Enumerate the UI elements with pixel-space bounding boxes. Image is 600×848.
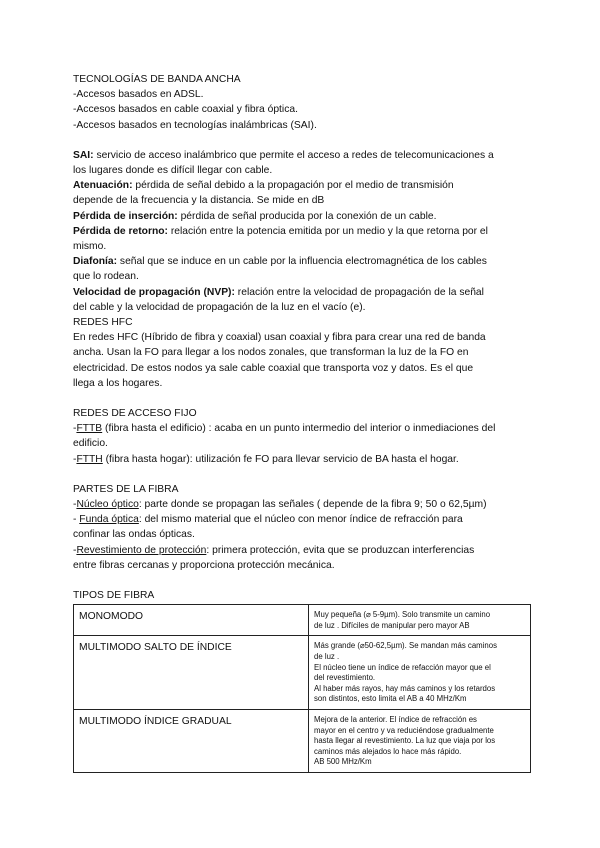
fiber-type-name: MULTIMODO ÍNDICE GRADUAL [74, 710, 309, 773]
fttb-line-cont: edificio. [73, 438, 108, 450]
definition-diafonia-cont: que lo rodean. [73, 271, 139, 283]
hfc-text-line: llega a los hogares. [73, 377, 163, 389]
term-perdida-retorno: Pérdida de retorno: [73, 225, 168, 237]
definition-perdida-insercion: Pérdida de inserción: pérdida de señal producida por la conexión de un cable. [73, 210, 437, 222]
acceso-fijo-title: REDES DE ACCESO FIJO [73, 408, 197, 420]
fiber-type-desc: Más grande (⌀50-62,5µm). Se mandan más caminos de luz . El núcleo tiene un índice de refacción mayor que el del revestimiento. Al haber más rayos, hay más caminos y los retardos son distintos, esto limita el AB a 40 MHz/Km [309, 636, 531, 710]
banda-ancha-title: TECNOLOGÍAS DE BANDA ANCHA [73, 74, 241, 85]
table-row [74, 636, 531, 710]
ftth-line: -FTTH (fibra hasta hogar): utilización fe FO para llevar servicio de BA hasta el hogar. [73, 453, 459, 465]
definition-perdida-retorno-cont: mismo. [73, 241, 107, 253]
tipos-fibra-table [73, 604, 531, 773]
hfc-text-line: electricidad. De estos nodos ya sale cable coaxial que transporta voz y datos. Es el que [73, 362, 474, 374]
term-ftth: FTTH [76, 453, 103, 465]
definition-atenuacion: Atenuación: pérdida de señal debido a la propagación por el medio de transmisión [73, 180, 454, 192]
fiber-type-desc: Mejora de la anterior. El índice de refracción es mayor en el centro y va reduciéndose gradualmente hasta llegar al revestimiento. La luz que viaja por los caminos más alejados lo hace más rápido. AB 500 MHz/Km [309, 710, 531, 773]
term-atenuacion: Atenuación: [73, 180, 133, 192]
definition-diafonia: Diafonía: señal que se induce en un cable por la influencia electromagnética de los cables [73, 256, 487, 268]
hfc-title: REDES HFC [73, 317, 133, 329]
hfc-text-line: En redes HFC (Híbrido de fibra y coaxial) usan coaxial y fibra para crear una red de banda [73, 332, 486, 344]
fiber-type-name: MULTIMODO SALTO DE ÍNDICE [74, 636, 309, 710]
banda-ancha-item: -Accesos basados en tecnologías inalámbricas (SAI). [73, 119, 317, 131]
hfc-text-line: ancha. Usan la FO para llegar a los nodos zonales, que transforman la luz de la FO en [73, 347, 469, 359]
revestimiento-line-cont: entre fibras cercanas y proporciona protección mecánica. [73, 559, 335, 571]
term-diafonia: Diafonía: [73, 256, 118, 268]
term-revestimiento: Revestimiento de protección [76, 544, 207, 556]
term-nucleo: Núcleo óptico [76, 499, 139, 511]
term-fttb: FTTB [76, 423, 103, 435]
document-page [73, 72, 531, 773]
definition-nvp: Velocidad de propagación (NVP): relación entre la velocidad de propagación de la señal [73, 286, 484, 298]
fttb-line: -FTTB (fibra hasta el edificio) : acaba en un punto intermedio del interior o inmediaciones del [73, 423, 496, 435]
definition-atenuacion-cont: depende de la frecuencia y la distancia. Se mide en dB [73, 195, 325, 207]
banda-ancha-item: -Accesos basados en ADSL. [73, 89, 204, 101]
term-nvp: Velocidad de propagación (NVP): [73, 286, 235, 298]
definition-sai-cont: los lugares donde es difícil llegar con cable. [73, 165, 273, 177]
definition-perdida-retorno: Pérdida de retorno: relación entre la potencia emitida por un medio y la que retorna por el [73, 225, 488, 237]
funda-line: - Funda óptica: del mismo material que el núcleo con menor índice de refracción para [73, 514, 463, 526]
funda-line-cont: confinar las ondas ópticas. [73, 529, 195, 541]
table-row [74, 605, 531, 636]
partes-fibra-title: PARTES DE LA FIBRA [73, 483, 179, 495]
definition-sai: SAI: servicio de acceso inalámbrico que permite el acceso a redes de telecomunicaciones a [73, 149, 494, 161]
term-sai: SAI: [73, 149, 94, 161]
definition-nvp-cont: del cable y la velocidad de propagación de la luz en el vacío (e). [73, 301, 366, 313]
revestimiento-line: -Revestimiento de protección: primera protección, evita que se produzcan interferencias [73, 544, 475, 556]
table-row [74, 710, 531, 773]
term-perdida-insercion: Pérdida de inserción: [73, 210, 178, 222]
banda-ancha-item: -Accesos basados en cable coaxial y fibra óptica. [73, 104, 298, 116]
fiber-type-desc: Muy pequeña (⌀ 5-9µm). Solo transmite un camino de luz . Difíciles de manipular pero mayor AB [309, 605, 531, 636]
fiber-type-name: MONOMODO [74, 605, 309, 636]
nucleo-line: -Núcleo óptico: parte donde se propagan las señales ( depende de la fibra 9; 50 o 62,5µm) [73, 499, 487, 511]
term-funda: Funda óptica [79, 514, 139, 526]
tipos-fibra-title: TIPOS DE FIBRA [73, 590, 155, 602]
